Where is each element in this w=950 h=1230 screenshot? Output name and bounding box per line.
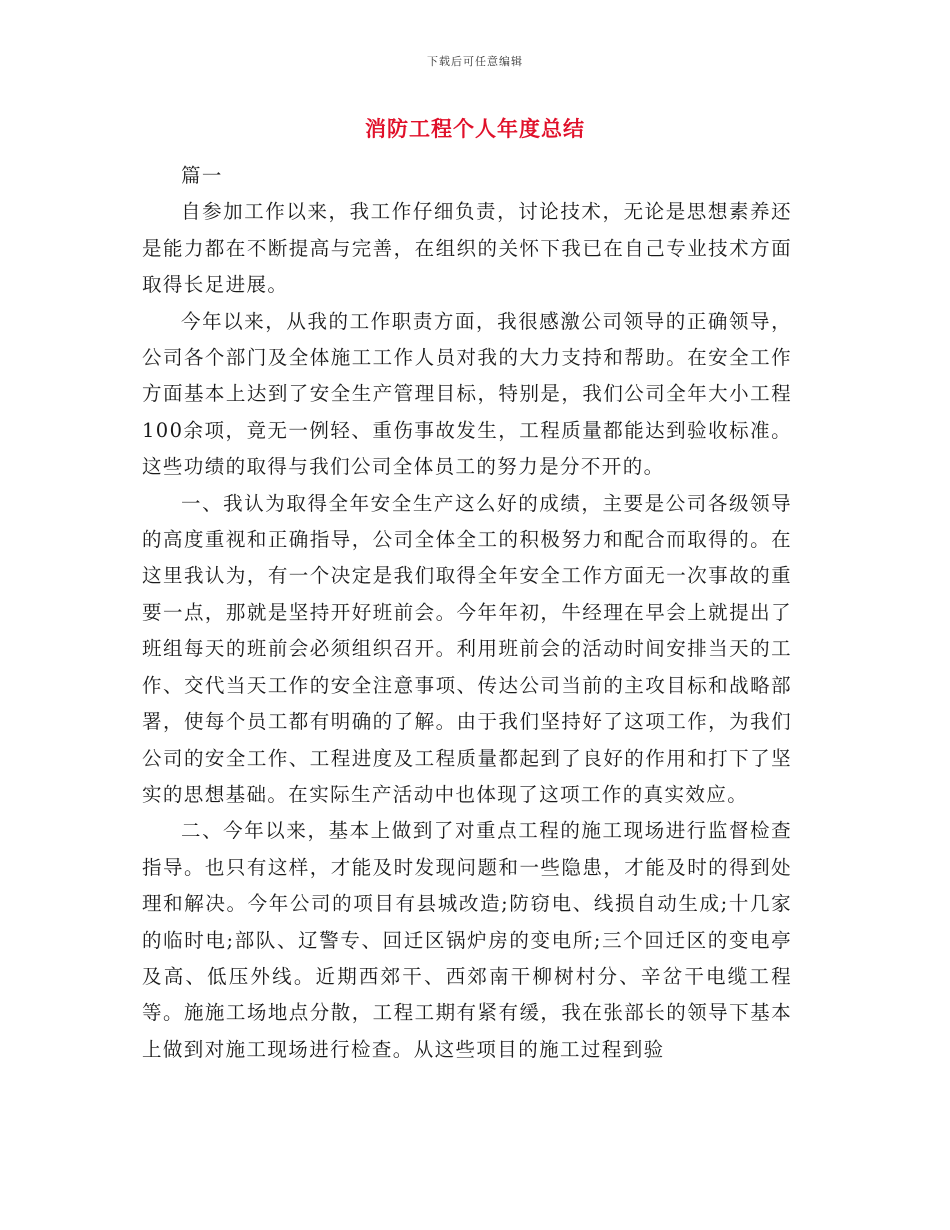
header-note: 下载后可任意编辑 [427, 55, 523, 68]
paragraph-2: 今年以来，从我的工作职责方面，我很感激公司领导的正确领导，公司各个部门及全体施工工作人员对我的大力支持和帮助。在安全工作方面基本上达到了安全生产管理目标，特别是，我们公司全年大小工程100余项，竟无一例轻、重伤事故发生，工程质量都能达到验收标准。这些功绩的取得与我们公司全体员工的努力是分不开的。 [142, 309, 792, 479]
paragraph-1: 自参加工作以来，我工作仔细负责，讨论技术，无论是思想素养还是能力都在不断提高与完善，在组织的关怀下我已在自己专业技术方面取得长足进展。 [142, 200, 792, 297]
document-body [142, 158, 792, 1068]
section-label: 篇一 [181, 164, 223, 187]
paragraph-3: 一、我认为取得全年安全生产这么好的成绩，主要是公司各级领导的高度重视和正确指导，公司全体全工的积极努力和配合而取得的。在这里我认为，有一个决定是我们取得全年安全工作方面无一次事故的重要一点，那就是坚持开好班前会。今年年初，牛经理在早会上就提出了班组每天的班前会必须组织召开。利用班前会的活动时间安排当天的工作、交代当天工作的安全注意事项、传达公司当前的主攻目标和战略部署，使每个员工都有明确的了解。由于我们坚持好了这项工作，为我们公司的安全工作、工程进度及工程质量都起到了良好的作用和打下了坚实的思想基础。在实际生产活动中也体现了这项工作的真实效应。 [142, 491, 792, 806]
document-title: 消防工程个人年度总结 [365, 116, 585, 141]
paragraph-4: 二、今年以来，基本上做到了对重点工程的施工现场进行监督检查指导。也只有这样，才能及时发现问题和一些隐患，才能及时的得到处理和解决。今年公司的项目有县城改造;防窃电、线损自动生成;十几家的临时电;部队、辽警专、回迁区锅炉房的变电所;三个回迁区的变电亭及高、低压外线。近期西郊干、西郊南干柳树村分、辛岔干电缆工程等。施施工场地点分散，工程工期有紧有缓，我在张部长的领导下基本上做到对施工现场进行检查。从这些项目的施工过程到验 [142, 819, 792, 1061]
